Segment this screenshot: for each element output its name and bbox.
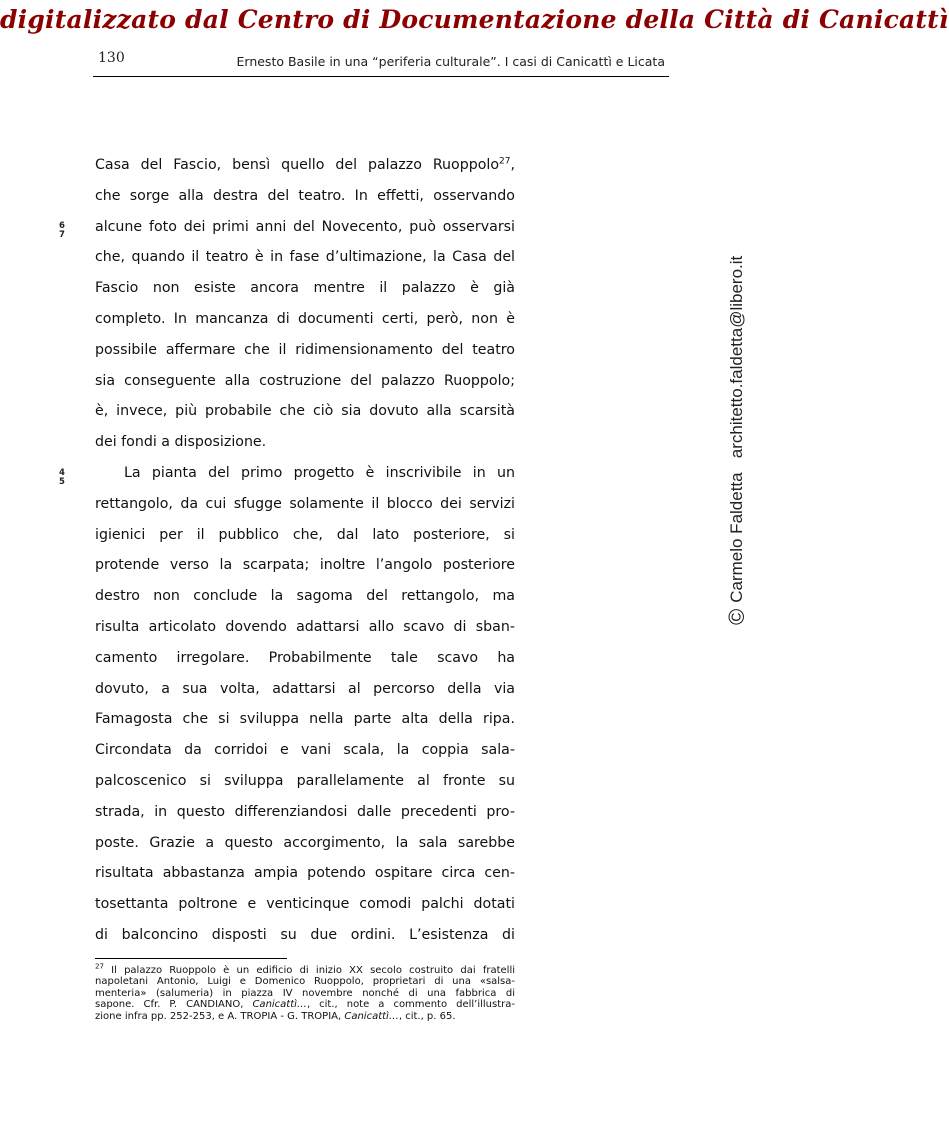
text-line: dovuto, a sua volta, adattarsi al percorso della via — [95, 680, 515, 697]
footnote — [95, 962, 515, 1022]
side-credit — [722, 255, 752, 625]
text-line: Fascio non esiste ancora mentre il palazzo è già — [95, 280, 515, 297]
text-line: La pianta del primo progetto è inscrivibile in un — [124, 464, 515, 481]
footnote-reference[interactable]: 27 — [499, 156, 511, 167]
text-line: Famagosta che si sviluppa nella parte alta della ripa. — [95, 711, 515, 728]
text-line: poste. Grazie a questo accorgimento, la sala sarebbe — [95, 834, 515, 851]
text-line: possibile affermare che il ridimensionamento del teatro — [95, 341, 515, 358]
footnote-text: zione infra pp. 252-253, e A. TROPIA - G. TROPIA, — [95, 1010, 342, 1022]
text-line: palcoscenico si sviluppa parallelamente al fronte su — [95, 772, 515, 789]
copyright-icon: © — [724, 608, 749, 625]
footnote-number: 27 — [95, 962, 104, 971]
footnote-text: Il palazzo Ruoppolo è un edificio di inizio XX secolo costruito dai fratelli — [111, 965, 515, 976]
body-text — [95, 150, 515, 951]
footnote-line: menteria» (salumeria) in piazza IV novembre nonché di una fabbrica di — [95, 987, 515, 999]
text-line: che, quando il teatro è in fase d’ultimazione, la Casa del — [95, 249, 515, 266]
text-line: Circondata da corridoi e vani scala, la coppia sala- — [95, 742, 515, 759]
text-line: che sorge alla destra del teatro. In effetti, osservando — [95, 187, 515, 204]
text-line: Casa del Fascio, bensì quello del palazzo Ruoppolo$^{27}$, — [95, 156, 515, 173]
line-text: Casa del Fascio, bensì quello del palazzo Ruoppolo — [95, 157, 500, 173]
footnote-line: napoletani Antonio, Luigi e Domenico Ruoppolo, proprietari di una «salsa- — [95, 976, 515, 988]
footnote-title: Canicattì… — [252, 999, 307, 1011]
text-line: sia conseguente alla costruzione del palazzo Ruoppolo; — [95, 372, 515, 389]
footnote-line — [95, 1011, 515, 1022]
text-line: destro non conclude la sagoma del rettangolo, ma — [95, 588, 515, 605]
text-line: di balconcino disposti su due ordini. L’esistenza di — [95, 926, 515, 943]
margin-number-top: 4 — [59, 468, 65, 478]
margin-number — [59, 222, 65, 240]
text-line: alcune foto dei primi anni del Novecento, può osservarsi — [95, 218, 515, 235]
running-head: Ernesto Basile in una “periferia culturale”. I casi di Canicattì e Licata — [236, 54, 665, 69]
text-line: dei fondi a disposizione. — [95, 434, 267, 451]
text-line: igienici per il pubblico che, dal lato posteriore, si — [95, 526, 515, 543]
text-line: protende verso la scarpata; inoltre l’angolo posteriore — [95, 557, 515, 574]
credit-text: Carmelo Faldetta architetto.faldetta@libero.it — [727, 255, 746, 603]
page-header — [93, 44, 669, 77]
footnote-text: , cit., note a commento dell’illustra- — [306, 999, 515, 1011]
text-line: rettangolo, da cui sfugge solamente il blocco dei servizi — [95, 495, 515, 512]
text-line: camento irregolare. Probabilmente tale scavo ha — [95, 649, 515, 666]
text-line: completo. In mancanza di documenti certi, però, non è — [95, 310, 515, 327]
footnote-title: Canicattì… — [344, 1010, 399, 1022]
footnote-text: sapone. Cfr. P. CANDIANO, — [95, 999, 244, 1011]
footnote-line — [95, 962, 515, 976]
text-line: strada, in questo differenziandosi dalle precedenti pro- — [95, 803, 515, 820]
margin-number-top: 6 — [59, 221, 65, 231]
text-line: risultata abbastanza ampia potendo ospitare circa cen- — [95, 865, 515, 882]
watermark: digitalizzato dal Centro di Documentazione della Città di Canicattì — [0, 5, 949, 34]
text-line: risulta articolato dovendo adattarsi allo scavo di sban- — [95, 618, 515, 635]
page-number: 130 — [98, 50, 125, 66]
margin-number-bottom: 7 — [59, 230, 65, 240]
text-line: è, invece, più probabile che ciò sia dovuto alla scarsità — [95, 403, 515, 420]
text-line: tosettanta poltrone e venticinque comodi palchi dotati — [95, 896, 515, 913]
margin-number-bottom: 5 — [59, 477, 65, 487]
margin-number — [59, 469, 65, 487]
footnote-text: , cit., p. 65. — [398, 1010, 456, 1022]
footnote-line — [95, 999, 515, 1010]
footnote-divider — [95, 958, 287, 959]
